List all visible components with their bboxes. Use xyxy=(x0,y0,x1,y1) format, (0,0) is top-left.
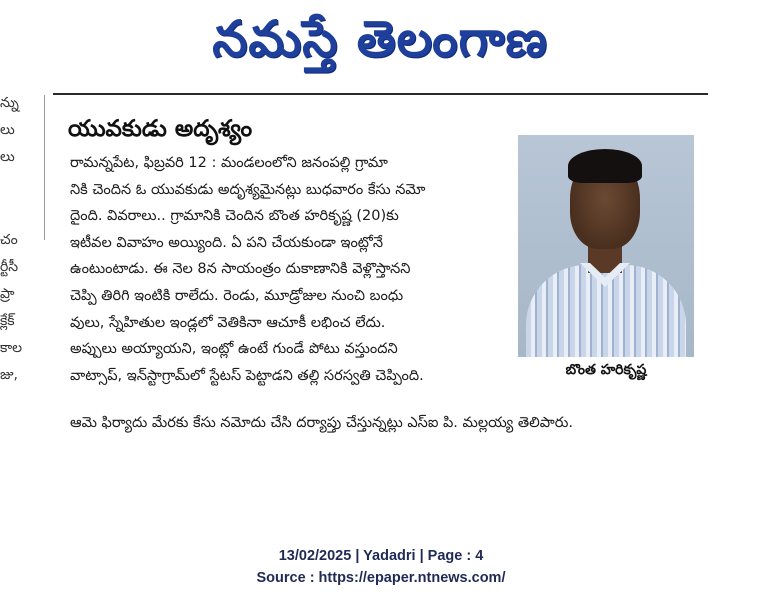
fragment-line: న్ను xyxy=(0,95,19,111)
body-line: నికి చెందిన ఓ యువకుడు అదృశ్యమైనట్లు బుధవారం కేసు నమో xyxy=(70,181,426,198)
body-line: ఇటీవల వివాహం అయ్యింది. ఏ పని చేయకుండా ఇంట్లోనే xyxy=(70,234,384,251)
body-line: రామన్నపేట, ఫిబ్రవరి 12 : మండలంలోని జనంపల్లి గ్రామా xyxy=(70,155,388,171)
body-line: అప్పులు అయ్యాయని, ఇంట్లో ఉంటే గుండే పోటు వస్తుందని xyxy=(70,341,398,358)
date-edition-page: 13/02/2025 | Yadadri | Page : 4 xyxy=(278,548,484,564)
fragment-line: ప్రా xyxy=(0,286,15,302)
fragment-line: ర్టీసీ xyxy=(0,259,19,275)
headline-rule xyxy=(53,93,708,95)
article-body xyxy=(70,150,510,389)
body-line: వులు, స్నేహితుల ఇండ్లలో వెతికినా ఆచూకీ లభించ లేదు. xyxy=(70,314,386,331)
body-line: ఉంటుంటాడు. ఈ నెల 8న సాయంత్రం దుకాణానికి వెళ్లొస్తానని xyxy=(70,261,411,278)
source-url: Source : https://epaper.ntnews.com/ xyxy=(256,570,506,586)
article-headline: యువకుడు అదృశ్యం xyxy=(68,116,253,142)
fragment-line: లు xyxy=(0,149,15,165)
column-divider xyxy=(44,95,45,240)
fragment-line: జు, xyxy=(0,367,19,383)
fragment-line: కాల xyxy=(0,340,23,356)
article-closing-line: ఆమె ఫిర్యాదు మేరకు కేసు నమోదు చేసి దర్యాప్తు చేస్తున్నట్లు ఎస్ఐ పి. మల్లయ్య తెలిపారు. xyxy=(70,415,573,431)
fragment-line: చం xyxy=(0,232,18,248)
fragment-line: లు xyxy=(0,122,15,138)
fragment-line: క్లేక్ xyxy=(0,313,15,329)
body-line: వాట్సాప్, ఇన్‌స్టాగ్రామ్‌లో స్టేటస్ పెట్టాడని తల్లి సరస్వతి చెప్పింది. xyxy=(70,367,424,384)
photo-caption: బొంత హరికృష్ణ xyxy=(518,357,694,383)
adjacent-column-fragment xyxy=(0,90,32,430)
newspaper-masthead: నమస్తే తెలంగాణ xyxy=(212,10,548,68)
body-line: చెప్పి తిరిగి ఇంటికి రాలేదు. రెండు, మూడ్రోజుల నుంచి బంధు xyxy=(70,287,404,304)
body-line: దైంది. వివరాలు.. గ్రామానికి చెందిన బొంత హరికృష్ణ (20)కు xyxy=(70,208,399,225)
source-footer xyxy=(0,545,762,589)
person-photo xyxy=(518,135,694,357)
